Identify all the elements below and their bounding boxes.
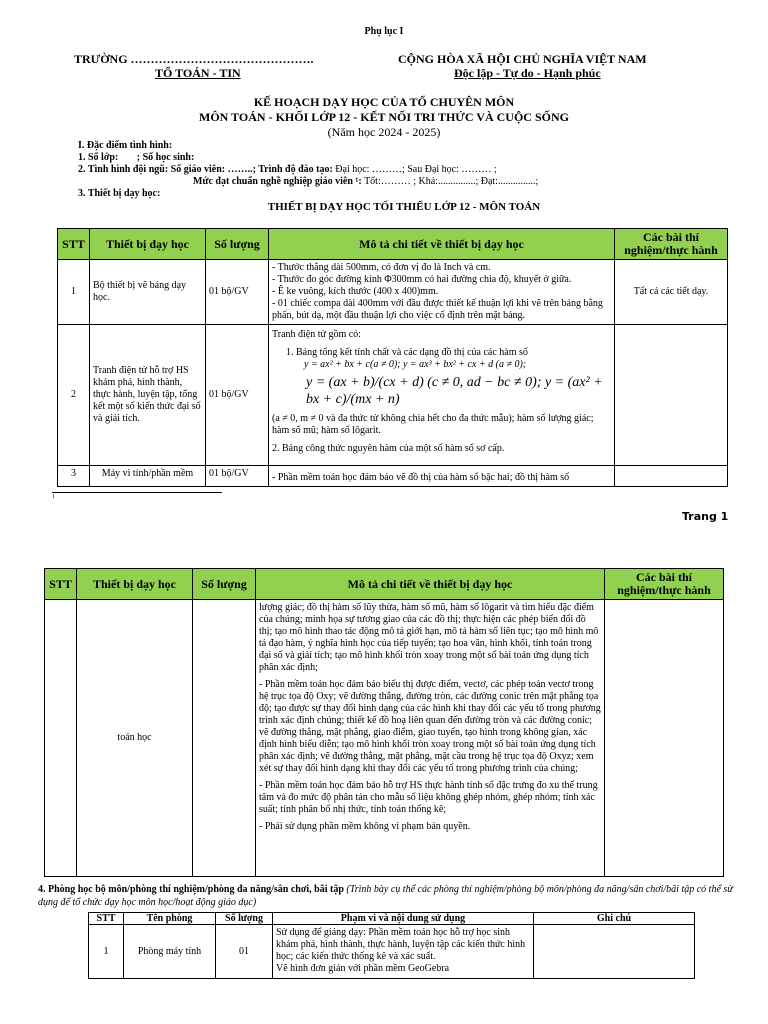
row3-qty: 01 bộ/GV — [206, 466, 269, 487]
row1-desc-line: - Thước thẳng dài 500mm, có đơn vị đo là Inch và cm. — [272, 262, 491, 274]
group-name: TỔ TOÁN - TIN — [155, 66, 241, 80]
col-device: Thiết bị dạy học — [90, 229, 206, 260]
row3-desc: - Phần mềm toán học đảm bảo vẽ đồ thị của hàm số bậc hai; đồ thị hàm số — [269, 466, 615, 487]
p2-desc-3: - Phần mềm toán học đảm bảo hỗ trợ HS thực hành tính số đặc trưng đo xu thế trung tâm và đo mức độ phân tán cho mẫu số liệu không ghép nhóm, ghép nhóm; tính xác suất; tính phân bố nhị thức, tính toán thống kê; — [259, 780, 598, 816]
row2-stt: 2 — [58, 325, 90, 466]
row1-name: Bộ thiết bị vẽ bảng dạy học. — [90, 260, 206, 325]
col-desc: Mô tả chi tiết về thiết bị dạy học — [269, 229, 615, 260]
section-1-heading: I. Đặc điểm tình hình: — [78, 140, 173, 151]
section-1-1 — [78, 152, 194, 163]
row2-formula-small: y = ax² + bx + c(a ≠ 0); y = ax³ + bx² + cx + d (a ≠ 0); — [304, 359, 527, 371]
p2-exp — [605, 600, 724, 877]
staff-degree-values: Đại học: ………; Sau Đại học: ……… ; — [332, 164, 497, 175]
doc-title-1: KẾ HOẠCH DẠY HỌC CỦA TỔ CHUYÊN MÔN — [253, 95, 515, 109]
room-col-note: Ghi chú — [534, 913, 695, 925]
row1-desc-line: - Thước đo góc đường kính Φ300mm có hai đường chia độ, khuyết ở giữa. — [272, 274, 572, 286]
row2-desc — [269, 325, 615, 466]
row1-desc — [269, 260, 615, 325]
footnote-rule — [52, 492, 222, 493]
col-exp: Các bài thí nghiệm/thực hành — [605, 569, 724, 600]
doc-title-2: MÔN TOÁN - KHỐI LỚP 12 - KẾT NỐI TRI THỨC VÀ CUỘC SỐNG — [199, 110, 569, 124]
col-exp: Các bài thí nghiệm/thực hành — [615, 229, 728, 260]
col-stt: STT — [45, 569, 77, 600]
room-col-qty: Số lượng — [216, 913, 273, 925]
footnote-mark: 1 — [52, 494, 55, 500]
row2-item1: 1. Bảng tổng kết tính chất và các dạng đồ thị của các hàm số — [286, 347, 528, 359]
section-1-2 — [78, 164, 497, 175]
rational-function-formula: y = (ax + b)/(cx + d) (c ≠ 0, ad − bc ≠ 0); — [306, 375, 542, 391]
room-scope-1: Sử dụng để giảng dạy: Phần mềm toán học hỗ trợ học sinh khám phá, hình thành, thực hành, luyện tập các kiến thức hình học; các kiến thức thống kê và xác suất. — [276, 927, 526, 962]
row2-name: Tranh điện tử hỗ trợ HS khám phá, hình thành, thực hành, luyện tập, tổng kết một số kiến thức đại số và giải tích. — [90, 325, 206, 466]
appendix-label: Phụ lục I — [364, 26, 404, 37]
row1-exp: Tất cả các tiết dạy. — [615, 260, 728, 325]
row2-note: (a ≠ 0, m ≠ 0 và đa thức tử không chia hết cho đa thức mẫu); hàm số lượng giác; hàm số mũ; hàm số lôgarit. — [272, 412, 594, 436]
section-4-title: 4. Phòng học bộ môn/phòng thí nghiệm/phòng đa năng/sân chơi, bãi tập — [38, 884, 344, 895]
p2-name: toán học — [77, 600, 193, 877]
row1-desc-line: - Ê ke vuông, kích thước (400 x 400)mm. — [272, 286, 439, 298]
row2-exp — [615, 325, 728, 466]
col-device: Thiết bị dạy học — [77, 569, 193, 600]
col-desc: Mô tả chi tiết về thiết bị dạy học — [256, 569, 605, 600]
section-4-note: (Trình bày cụ thể các phòng thí nghiệm/phòng bộ môn/phòng đa năng/sân chơi/bãi tập có thể sử dụng để tổ chức dạy học môn học/hoạt động giáo dục) — [38, 884, 733, 908]
col-stt: STT — [58, 229, 90, 260]
row2-qty: 01 bộ/GV — [206, 325, 269, 466]
table-title: THIẾT BỊ DẠY HỌC TỐI THIỂU LỚP 12 - MÔN TOÁN — [267, 201, 541, 213]
standard-label: Mức đạt chuẩn nghề nghiệp giáo viên ¹: — [193, 176, 362, 187]
table-row — [58, 260, 728, 325]
room-qty: 01 — [216, 925, 273, 979]
page-number: Trang 1 — [682, 510, 729, 523]
row3-stt: 3 — [58, 466, 90, 487]
row3-name: Máy vi tính/phần mềm — [90, 466, 206, 487]
p2-desc-2: - Phần mềm toán học đảm bảo biểu thị được điểm, vectơ, các phép toán vectơ trong hệ trục tọa độ Oxy; vẽ đường thẳng, đường tròn, các đường conic trên mặt phẳng tọa độ; tạo được sự thay đổi hình dạng của các hình khi thay đổi các yếu tố trong phương trình xác định chúng; thiết kế đồ hoạ liên quan đến đường tròn và các đường conic; vẽ đường thẳng, mặt phẳng, giao điểm, giao tuyến, tạo hình trong không gian, xác định hình biểu diễn; tạo mô hình khối tròn xoay trong một số bài toán ứng dụng tích phân xác định; vẽ đường thẳng, mặt phẳng, mặt cầu trong hệ trục tọa độ Oxyz; xem xét sự thay đổi hình dạng khi thay đổi các yếu tố trong phương trình của chúng; — [259, 679, 601, 775]
quadratic-rational-formula: y = (ax² + bx + c)/(mx + n) — [306, 375, 603, 408]
row1-qty: 01 bộ/GV — [206, 260, 269, 325]
table-header-row — [45, 569, 724, 600]
p2-desc-1: lượng giác; đồ thị hàm số lũy thừa, hàm số mũ, hàm số lôgarit và tìm hiểu đặc điểm của chúng; minh họa sự tương giao của các đồ thị; thực hiện các phép biến đổi đồ thị; tạo mô hình thao tác động mô tả giới hạn, mô tả hàm số liên tục; tạo mô hình mô tả đạo hàm, ý nghĩa hình học của tiếp tuyến; tạo hoa văn, hình khối, tính toán trong đại số và giải tích; tạo mô hình khối tròn xoay trong một số bài toán ứng dụng tích phân xác định; — [259, 602, 599, 674]
row2-item2: 2. Bảng công thức nguyên hàm của một số hàm số sơ cấp. — [272, 442, 505, 454]
table-row — [58, 466, 728, 487]
standard-values: Tốt:……… ; Khá:...............; Đạt:...............; — [361, 176, 539, 187]
school-year: (Năm học 2024 - 2025) — [327, 125, 441, 139]
col-qty: Số lượng — [206, 229, 269, 260]
room-stt: 1 — [89, 925, 124, 979]
section-1-3: 3. Thiết bị dạy học: — [78, 188, 161, 199]
row2-intro: Tranh điện tử gồm có: — [272, 329, 361, 341]
room-note — [534, 925, 695, 979]
school-line: TRƯỜNG ………………………………………. — [74, 52, 314, 66]
room-col-stt: STT — [89, 913, 124, 925]
p2-qty — [193, 600, 256, 877]
row2-formula-big — [272, 375, 611, 409]
col-qty: Số lượng — [193, 569, 256, 600]
table-row — [45, 600, 724, 877]
room-table — [88, 912, 695, 979]
class-count-label: 1. Số lớp: — [78, 152, 119, 163]
row3-exp — [615, 466, 728, 487]
p2-desc — [256, 600, 605, 877]
table-row — [89, 925, 695, 979]
equipment-table-continued — [44, 568, 724, 877]
row1-desc-line: - 01 chiếc compa dài 400mm với đầu được thiết kế thuận lợi khi vẽ trên bảng bằng phấn, bút dạ, một đầu thuận lợi cho việc cố định trên mặt bảng. — [272, 298, 603, 322]
table-row — [58, 325, 728, 466]
room-scope-2: Vẽ hình đơn giản với phần mềm GeoGebra — [276, 963, 450, 974]
section-4-heading — [38, 884, 738, 909]
room-col-name: Tên phòng — [124, 913, 216, 925]
equipment-table — [57, 228, 728, 487]
republic-header: CỘNG HÒA XÃ HỘI CHỦ NGHĨA VIỆT NAM — [398, 52, 647, 66]
staff-label: 2. Tình hình đội ngũ: Số giáo viên: ……..; Trình độ đào tạo: — [78, 164, 333, 175]
row1-stt: 1 — [58, 260, 90, 325]
p2-stt — [45, 600, 77, 877]
motto: Độc lập - Tự do - Hạnh phúc — [454, 66, 601, 80]
p2-desc-4: - Phải sử dụng phần mềm không vi phạm bản quyền. — [259, 821, 471, 833]
table-header-row — [58, 229, 728, 260]
student-count-label: ; Số học sinh: — [136, 152, 195, 163]
room-col-scope: Phạm vi và nội dung sử dụng — [273, 913, 534, 925]
room-scope — [273, 925, 534, 979]
section-1-2-standard — [193, 176, 538, 187]
room-name: Phòng máy tính — [124, 925, 216, 979]
room-table-header — [89, 913, 695, 925]
